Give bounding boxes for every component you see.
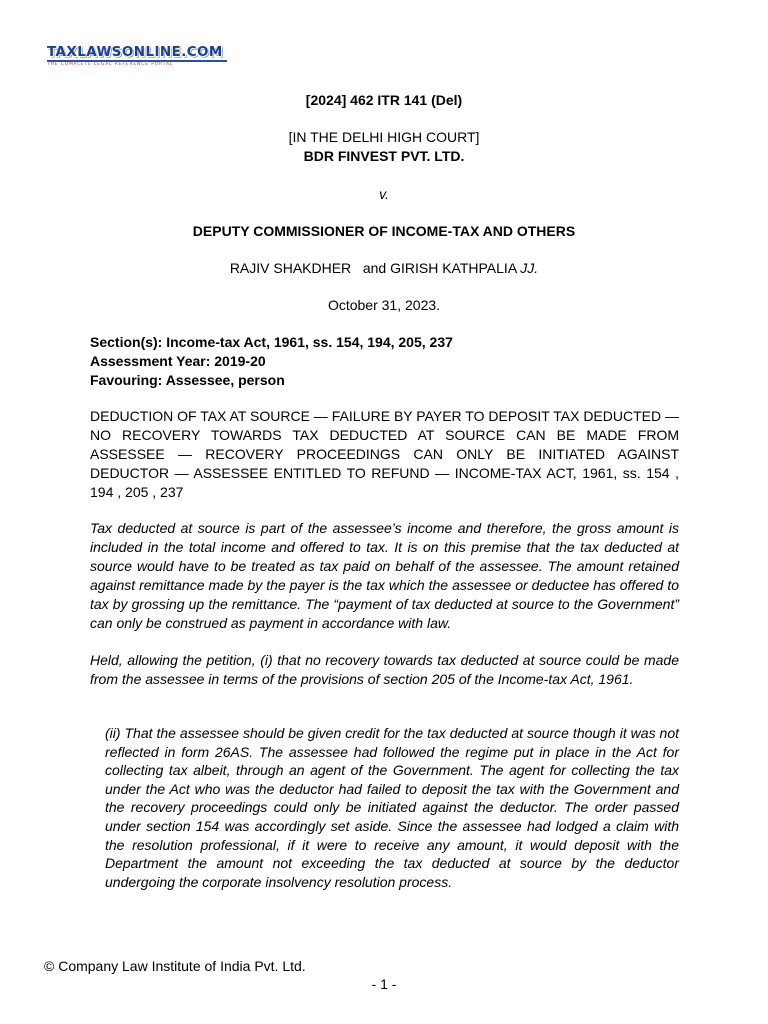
case-meta: [90, 333, 690, 390]
sections-line: Section(s): Income-tax Act, 1961, ss. 154, 194, 205, 237: [90, 334, 453, 350]
petitioner-name: BDR FINVEST PVT. LTD.: [303, 148, 465, 164]
versus-label: v.: [379, 186, 389, 202]
held-paragraph: Held, allowing the petition, (i) that no recovery towards tax deducted at source could be made from the assessee in terms of the provisions of section 205 of the Income-tax Act, 1961.: [90, 652, 679, 687]
logo-tagline: THE COMPLETE LEGAL REFERENCE PORTAL: [47, 62, 174, 67]
case-citation: [2024] 462 ITR 141 (Del): [305, 92, 463, 108]
summary-paragraph: Tax deducted at source is part of the assessee’s income and therefore, the gross amount is included in the total income and offered to tax. It is on this premise that the tax deducted at source would have to be treated as tax paid on behalf of the assessee. The amount retained against remittance made by the payer is the tax which the assessee or deductee has offered to tax by grossing up the remittance. The “payment of tax deducted at source to the Government” can only be construed as payment in accordance with law.: [90, 520, 679, 631]
respondent-name: DEPUTY COMMISSIONER OF INCOME-TAX AND OTHERS: [192, 223, 576, 239]
judgment-date: October 31, 2023.: [327, 297, 441, 313]
judges-suffix: JJ.: [520, 260, 539, 276]
page-number: - 1 -: [371, 976, 397, 992]
logo-text: TAXLAWSONLINE.COM: [47, 44, 223, 60]
court-name: [IN THE DELHI HIGH COURT]: [288, 129, 480, 145]
copyright-footer: © Company Law Institute of India Pvt. Ltd.: [44, 958, 306, 974]
headnote: DEDUCTION OF TAX AT SOURCE — FAILURE BY PAYER TO DEPOSIT TAX DEDUCTED — NO RECOVERY TOWARDS TAX DEDUCTED AT SOURCE CAN BE MADE FROM ASSESSEE — RECOVERY PROCEEDINGS CAN ONLY BE INITIATED AGAINST DEDUCTOR — ASSESSEE ENTITLED TO REFUND — INCOME-TAX ACT, 1961, ss. 154 , 194 , 205 , 237: [90, 408, 679, 500]
held-ii-paragraph: (ii) That the assessee should be given credit for the tax deducted at source though it was not reflected in form 26AS. The assessee had followed the regime put in place in the Act for collecting tax albeit, through an agent of the Government. The agent for collecting the tax under the Act who was the deductor had failed to deposit the tax with the Government and the recovery proceedings could only be initiated against the deductor. The order passed under section 154 was accordingly set aside. Since the assessee had lodged a claim with the resolution professional, if it were to receive any amount, it would deposit with the Department the amount not exceeding the tax deducted at source by the deductor undergoing the corporate insolvency resolution process.: [105, 725, 679, 890]
assessment-year-line: Assessment Year: 2019-20: [90, 353, 266, 369]
site-logo: [47, 44, 229, 70]
judges-names: RAJIV SHAKDHER and GIRISH KATHPALIA: [229, 260, 517, 276]
favouring-line: Favouring: Assessee, person: [90, 372, 285, 388]
judges-line: [0, 259, 768, 277]
